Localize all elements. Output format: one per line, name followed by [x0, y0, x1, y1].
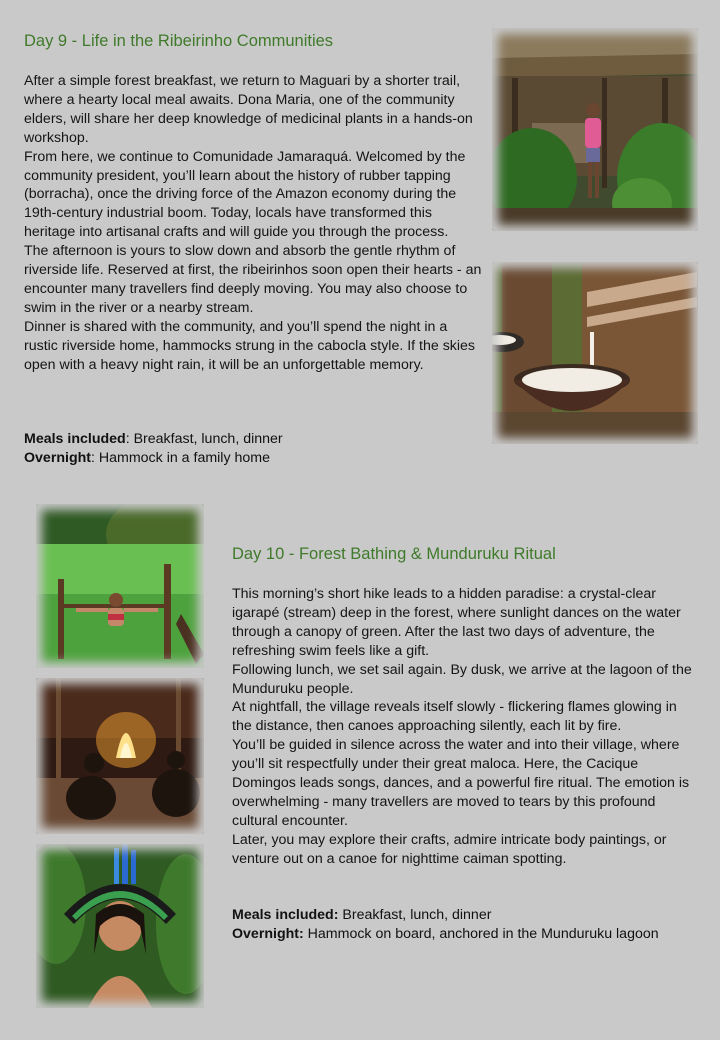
- day9-overnight: [24, 449, 484, 468]
- day10-details: [232, 906, 672, 944]
- day9-details: [24, 430, 484, 468]
- photo-ribeirinho-house: [492, 28, 698, 231]
- meals-label: Meals included:: [232, 907, 339, 923]
- overnight-value: : Hammock in a family home: [91, 450, 270, 466]
- day10-paragraph: Following lunch, we set sail again. By dusk, we arrive at the lagoon of the Munduruku people.: [232, 661, 692, 697]
- photo-munduruku-child: [36, 844, 204, 1008]
- overnight-value: Hammock on board, anchored in the Munduruku lagoon: [303, 926, 659, 942]
- photo-igarape-swim: [36, 504, 204, 668]
- overnight-label: Overnight: [24, 450, 92, 466]
- meals-value: Breakfast, lunch, dinner: [338, 907, 492, 923]
- day9-meals: [24, 430, 484, 449]
- day9-title: Day 9 - Life in the Ribeirinho Communities: [24, 32, 334, 50]
- overnight-label: Overnight:: [232, 926, 304, 942]
- photo-rubber-tapping: [492, 262, 698, 444]
- day10-paragraph: Later, you may explore their crafts, admire intricate body paintings, or venture out on a canoe for nighttime caiman spotting.: [232, 831, 667, 867]
- meals-value: : Breakfast, lunch, dinner: [125, 431, 283, 447]
- day9-paragraph: After a simple forest breakfast, we return to Maguari by a shorter trail, where a hearty local meal awaits. Dona Maria, one of the community elders, will share her deep knowledge of medicinal plants in a hands-on workshop.: [24, 73, 473, 146]
- day9-paragraph: From here, we continue to Comunidade Jamaraquá. Welcomed by the community president, you’ll learn about the history of rubber tapping (borracha), once the driving force of the Amazon economy during the 19th-century industrial boom. Today, locals have transformed this heritage into artisanal crafts and will guide you through the process.: [24, 148, 466, 241]
- day9-description: [24, 72, 484, 375]
- day10-paragraph: This morning’s short hike leads to a hidden paradise: a crystal-clear igarapé (stream) deep in the forest, where sunlight dances on the water through a canopy of green. After the last two days of adventure, the refreshing swim feels like a gift.: [232, 586, 681, 659]
- photo-fire-ritual: [36, 678, 204, 834]
- day10-title: Day 10 - Forest Bathing & Munduruku Ritual: [232, 545, 556, 563]
- day10-paragraph: You’ll be guided in silence across the water and into their village, where you’ll sit respectfully under their great maloca. Here, the Cacique Domingos leads songs, dances, and a powerful fire ritual. The emotion is overwhelming - many travellers are moved to tears by this profound cultural encounter.: [232, 737, 690, 829]
- day9-paragraph: Dinner is shared with the community, and you’ll spend the night in a rustic riverside home, hammocks strung in the cabocla style. If the skies open with a heavy night rain, it will be an unforgettable memory.: [24, 318, 476, 373]
- day10-description: [232, 585, 694, 869]
- day10-meals: [232, 906, 672, 925]
- day10-paragraph: At nightfall, the village reveals itself slowly - flickering flames glowing in the distance, then canoes approaching silently, each lit by fire.: [232, 699, 677, 735]
- day9-paragraph: The afternoon is yours to slow down and absorb the gentle rhythm of riverside life. Reserved at first, the ribeirinhos soon open their hearts - an encounter many travellers find deeply moving. You may also choose to swim in the river or a nearby stream.: [24, 243, 482, 316]
- day10-overnight: [232, 925, 672, 944]
- meals-label: Meals included: [24, 431, 126, 447]
